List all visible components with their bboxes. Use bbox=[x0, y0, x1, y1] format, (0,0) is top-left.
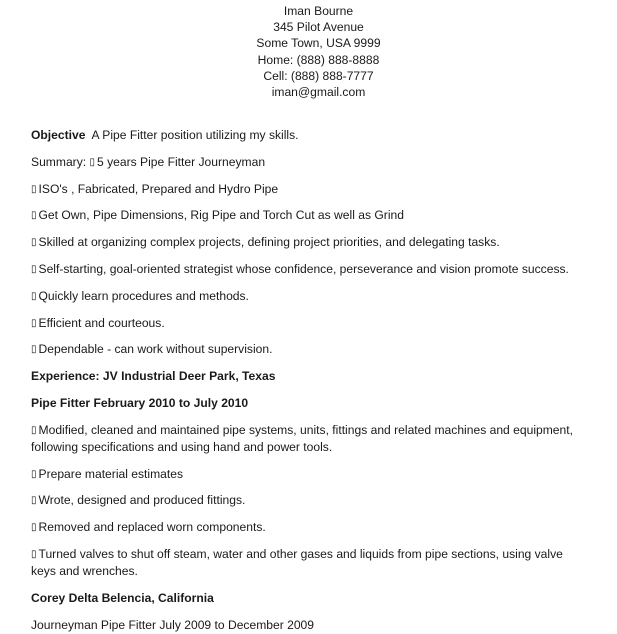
job-duty-item bbox=[31, 546, 591, 580]
bullet-icon: ▯ bbox=[31, 344, 37, 356]
bullet-icon: ▯ bbox=[31, 317, 37, 329]
objective-text: A Pipe Fitter position utilizing my skills. bbox=[91, 128, 299, 142]
job-duty-text: Removed and replaced worn components. bbox=[38, 520, 266, 535]
city-state-zip: Some Town, USA 9999 bbox=[256, 36, 381, 51]
bullet-icon: ▯ bbox=[31, 183, 37, 195]
bullet-icon: ▯ bbox=[31, 522, 37, 534]
home-phone: Home: (888) 888-8888 bbox=[257, 52, 380, 67]
summary-item bbox=[31, 207, 591, 224]
contact-header bbox=[0, 3, 617, 100]
cell-phone: Cell: (888) 888-7777 bbox=[263, 68, 374, 83]
bullet-icon: ▯ bbox=[31, 468, 37, 480]
summary-item-text: Dependable - can work without supervision. bbox=[38, 342, 273, 357]
bullet-icon: ▯ bbox=[31, 548, 37, 560]
summary-first-item: 5 years Pipe Fitter Journeyman bbox=[97, 154, 266, 169]
summary-item bbox=[31, 261, 591, 278]
job-duty-item bbox=[31, 519, 591, 536]
summary-item-text: Efficient and courteous. bbox=[38, 315, 165, 330]
job-title-1: Pipe Fitter February 2010 to July 2010 bbox=[31, 395, 249, 410]
bullet-icon: ▯ bbox=[31, 290, 37, 302]
summary-item bbox=[31, 234, 591, 251]
summary-item-text: Quickly learn procedures and methods. bbox=[38, 288, 249, 303]
summary-item bbox=[31, 341, 591, 358]
bullet-icon: ▯ bbox=[31, 495, 37, 507]
experience-heading: Experience: JV Industrial Deer Park, Texas bbox=[31, 369, 276, 384]
job-duty-text: Wrote, designed and produced fittings. bbox=[38, 493, 246, 508]
bullet-icon: ▯ bbox=[89, 156, 95, 168]
street-address: 345 Pilot Avenue bbox=[273, 20, 364, 35]
email-address: iman@gmail.com bbox=[271, 85, 366, 100]
job-duty-text: Prepare material estimates bbox=[38, 466, 184, 481]
job-duty-item bbox=[31, 422, 591, 456]
summary-item-text: Get Own, Pipe Dimensions, Rig Pipe and Torch Cut as well as Grind bbox=[38, 208, 404, 223]
job-duty-text: Turned valves to shut off steam, water and other gases and liquids from pipe sections, using valve keys and wrenches. bbox=[31, 546, 563, 578]
summary-item-text: Self-starting, goal-oriented strategist whose confidence, perseverance and vision promote success. bbox=[38, 261, 569, 276]
objective-label: Objective bbox=[31, 128, 86, 142]
employer-2: Corey Delta Belencia, California bbox=[31, 590, 214, 605]
bullet-icon: ▯ bbox=[31, 263, 37, 275]
summary-item bbox=[31, 181, 591, 198]
summary-item bbox=[31, 288, 591, 305]
job-title-2: Journeyman Pipe Fitter July 2009 to December 2009 bbox=[31, 617, 315, 632]
bullet-icon: ▯ bbox=[31, 424, 37, 436]
job-duty-item bbox=[31, 466, 591, 483]
resume-body bbox=[31, 127, 591, 634]
objective-line bbox=[31, 127, 591, 144]
summary-label: Summary: bbox=[31, 154, 87, 169]
bullet-icon: ▯ bbox=[31, 210, 37, 222]
summary-line bbox=[31, 154, 591, 171]
job-duty-text: Modified, cleaned and maintained pipe systems, units, fittings and related machines and equipment, following specifications and using hand and power tools. bbox=[31, 422, 573, 454]
applicant-name: Iman Bourne bbox=[283, 4, 354, 18]
job-duty-item bbox=[31, 492, 591, 509]
summary-item bbox=[31, 315, 591, 332]
summary-item-text: ISO's , Fabricated, Prepared and Hydro Pipe bbox=[38, 181, 279, 196]
bullet-icon: ▯ bbox=[31, 237, 37, 249]
summary-item-text: Skilled at organizing complex projects, defining project priorities, and delegating tasks. bbox=[38, 235, 500, 250]
